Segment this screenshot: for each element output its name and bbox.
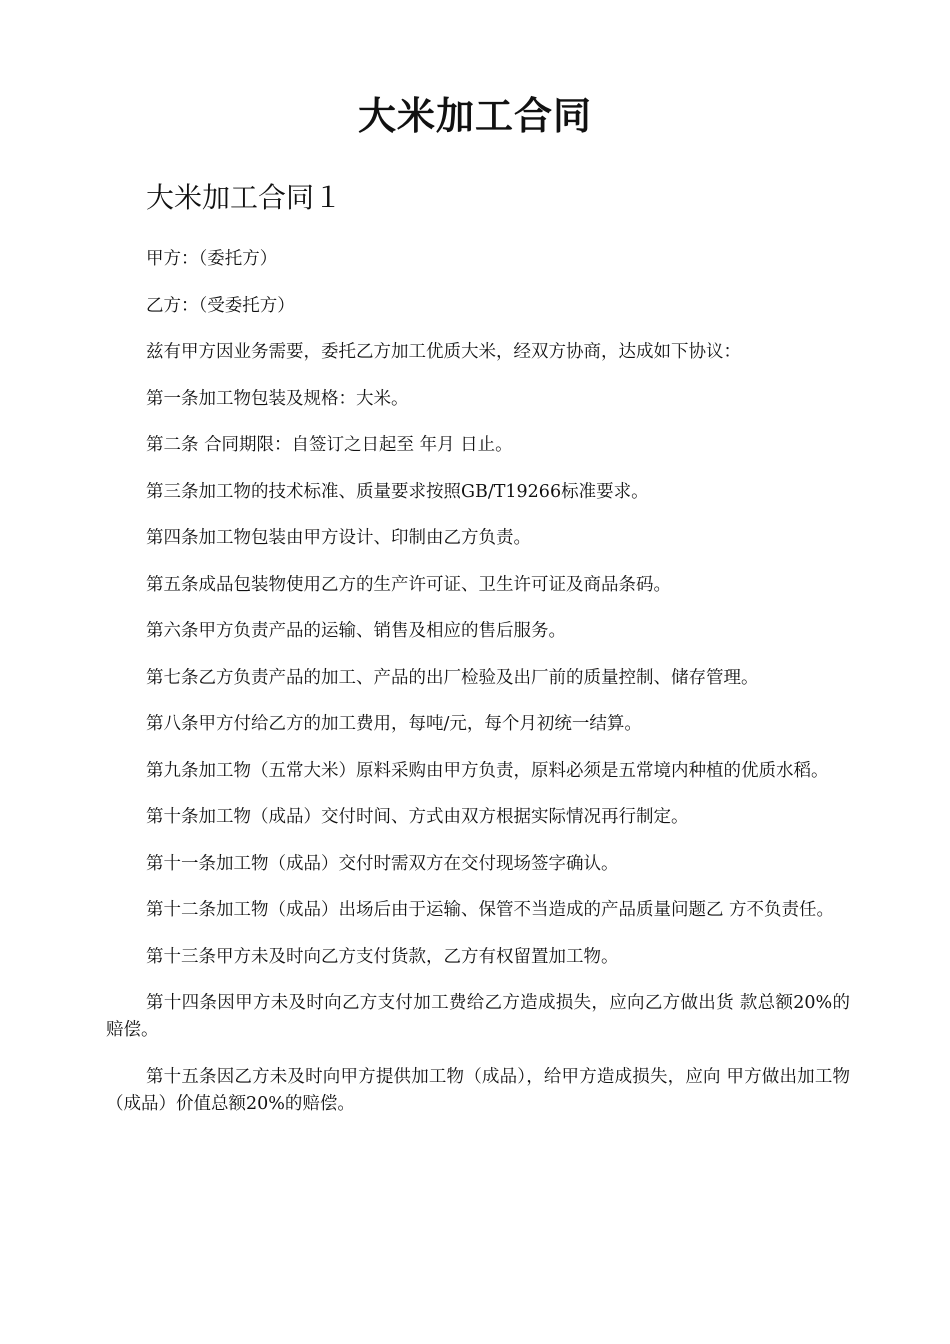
document-title: 大米加工合同 <box>357 94 592 138</box>
article-10: 第十条加工物（成品）交付时间、方式由双方根据实际情况再行制定。 <box>146 807 689 827</box>
article-11: 第十一条加工物（成品）交付时需双方在交付现场签字确认。 <box>146 853 619 874</box>
article-6: 第六条甲方负责产品的运输、销售及相应的售后服务。 <box>146 621 566 641</box>
party-a-line: 甲方：（委托方） <box>146 249 278 269</box>
article-14: 第十四条因甲方未及时向乙方支付加工费给乙方造成损失，应向乙方做出货 款总额20%的赔偿。 <box>106 993 850 1040</box>
article-12: 第十二条加工物（成品）出场后由于运输、保管不当造成的产品质量问题乙 方不负责任。 <box>146 900 835 920</box>
article-9: 第九条加工物（五常大米）原料采购由甲方负责，原料必须是五常境内种植的优质水稻。 <box>146 760 829 781</box>
party-b-line: 乙方：（受委托方） <box>146 295 295 316</box>
article-7: 第七条乙方负责产品的加工、产品的出厂检验及出厂前的质量控制、储存管理。 <box>146 667 759 688</box>
article-3: 第三条加工物的技术标准、质量要求按照GB/T19266标准要求。 <box>146 481 649 502</box>
article-8: 第八条甲方付给乙方的加工费用，每吨/元，每个月初统一结算。 <box>146 714 642 734</box>
article-4: 第四条加工物包装由甲方设计、印制由乙方负责。 <box>146 528 531 548</box>
article-5: 第五条成品包装物使用乙方的生产许可证、卫生许可证及商品条码。 <box>146 574 671 595</box>
section-title: 大米加工合同１ <box>146 181 343 214</box>
document-body <box>106 246 850 1137</box>
article-15: 第十五条因乙方未及时向甲方提供加工物（成品），给甲方造成损失，应向 甲方做出加工物（成品）价值总额20%的赔偿。 <box>106 1066 850 1114</box>
article-2: 第二条 合同期限：自签订之日起至 年月 日止。 <box>146 435 513 455</box>
article-1: 第一条加工物包装及规格：大米。 <box>146 388 409 409</box>
preamble-paragraph: 兹有甲方因业务需要，委托乙方加工优质大米，经双方协商，达成如下协议： <box>146 342 741 362</box>
article-13: 第十三条甲方未及时向乙方支付货款，乙方有权留置加工物。 <box>146 946 619 967</box>
